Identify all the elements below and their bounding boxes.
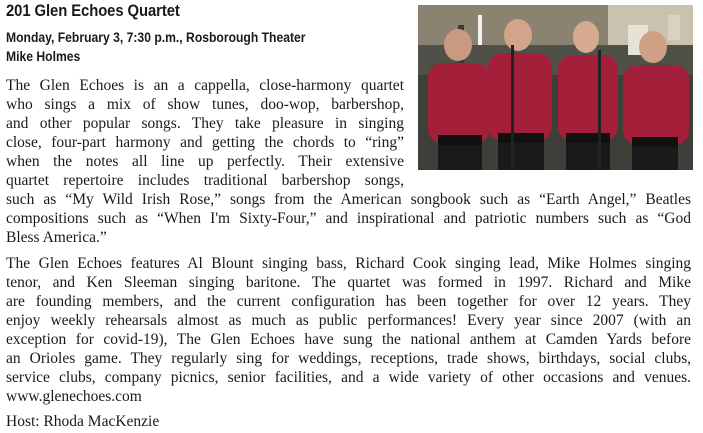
paragraph-2-line-2: tenor, and Ken Sleeman singing baritone. The quartet was formed in 1997. Richard and Mike [6, 274, 691, 291]
paragraph-2-line-6: an Orioles game. They regularly sing for weddings, receptions, trade shows, birthdays, social clubs, [6, 350, 691, 367]
host-line: Host: Rhoda MacKenzie [6, 413, 160, 430]
quartet-photo [418, 5, 693, 170]
paragraph-2-line-4: enjoy weekly rehearsals almost as much as public performances! Every year since 2007 (with an [6, 312, 691, 329]
event-presenter: Mike Holmes [6, 49, 81, 64]
paragraph-1-line-2: who sings a mix of show tunes, doo-wop, barbershop, [6, 96, 404, 113]
paragraph-1-line-7: such as “My Wild Irish Rose,” songs from the American songbook such as “Earth Angel,” Beatles [6, 191, 691, 208]
paragraph-1-line-9: Bless America.” [6, 229, 107, 246]
paragraph-2-line-7: service clubs, company picnics, senior facilities, and a wide variety of other occasions and venues. [6, 369, 691, 386]
paragraph-1-line-4: close, four-part harmony and getting the chords to “ring” [6, 134, 404, 151]
event-date-location: Monday, February 3, 7:30 p.m., Rosborough Theater [6, 30, 306, 45]
paragraph-1-line-3: and other popular songs. They take pleasure in singing [6, 115, 404, 132]
paragraph-1-line-8: compositions such as “When I'm Sixty-Four,” and inspirational and patriotic numbers such as “God [6, 210, 691, 227]
quartet-photo-illustration [418, 5, 693, 170]
event-title: 201 Glen Echoes Quartet [6, 2, 180, 20]
paragraph-1-line-1: The Glen Echoes is an a cappella, close-harmony quartet [6, 77, 404, 94]
paragraph-2-line-1: The Glen Echoes features Al Blount singing bass, Richard Cook singing lead, Mike Holmes singing [6, 255, 691, 272]
paragraph-2-line-5: exception for covid-19), The Glen Echoes have sung the national anthem at Camden Yards before [6, 331, 691, 348]
paragraph-1-line-5: when the notes all line up perfectly. Their extensive [6, 153, 404, 170]
website-link[interactable]: www.glenechoes.com [6, 388, 142, 405]
paragraph-2-line-3: are founding members, and the current configuration has been together for over 12 years. They [6, 293, 691, 310]
paragraph-1-line-6: quartet repertoire includes traditional barbershop songs, [6, 172, 404, 189]
